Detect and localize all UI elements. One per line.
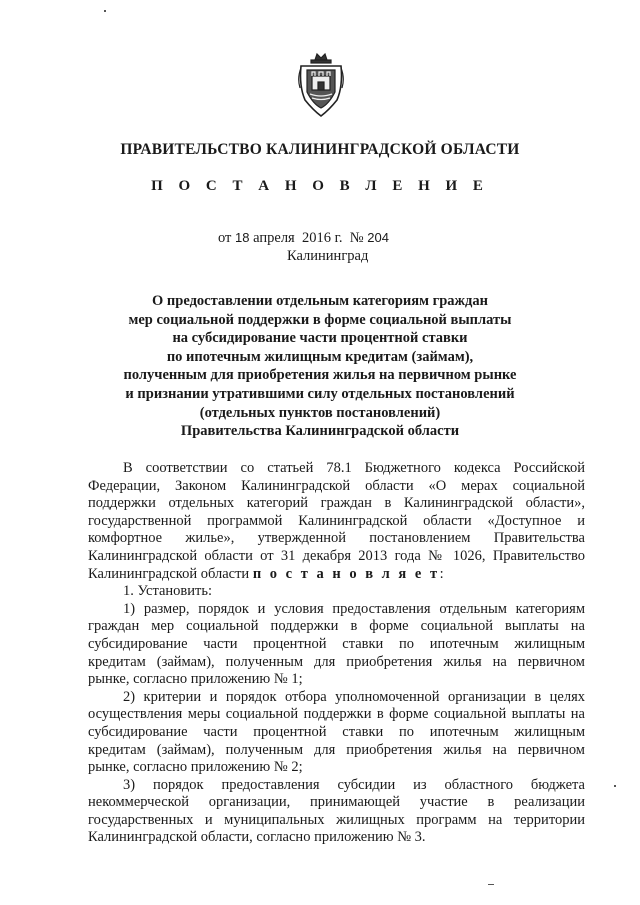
- body-line: комфортное жилье», утвержденной постановлением Правительства: [88, 530, 585, 547]
- sub-item-3-line: Калининградской области, согласно приложению № 3.: [88, 829, 426, 846]
- date-line: [218, 230, 389, 247]
- date-month: апреля: [253, 230, 295, 246]
- city: Калининград: [287, 248, 369, 264]
- body-line: В соответствии со статьей 78.1 Бюджетного кодекса Российской: [123, 460, 585, 476]
- date-prefix: от: [218, 230, 232, 246]
- sub-item-2-line: осуществления меры социальной поддержки в форме социальной выплаты на: [88, 706, 585, 723]
- body-line: государственной программой Калининградской области «Доступное и: [88, 512, 585, 529]
- title-line: полученным для приобретения жилья на первичном рынке: [123, 367, 517, 384]
- document-title: [0, 292, 640, 441]
- sub-item-2-line: 2) критерии и порядок отбора уполномоченной организации в целях: [123, 688, 585, 705]
- government-name: ПРАВИТЕЛЬСТВО КАЛИНИНГРАДСКОЙ ОБЛАСТИ: [120, 141, 520, 158]
- title-line: по ипотечным жилищным кредитам (займам),: [166, 348, 474, 365]
- item-1-heading: 1. Установить:: [123, 583, 213, 600]
- date-day: 18: [235, 230, 250, 245]
- decree-word: п о с т а н о в л я е т: [252, 565, 440, 582]
- sub-item-1-line: граждан мер социальной поддержки в форме социальной выплаты на: [88, 618, 585, 635]
- body-line: поддержки отдельных категорий граждан в Калининградской области»,: [88, 495, 585, 512]
- sub-item-1-line: рынке, согласно приложению № 1;: [88, 671, 303, 688]
- sub-item-3-line: государственных и муниципальных жилищных программ на территории: [88, 811, 585, 828]
- title-line: и признании утратившими силу отдельных постановлений: [125, 385, 515, 402]
- scan-speck: [488, 884, 494, 885]
- number-sign: №: [349, 230, 364, 246]
- decree-line: [88, 566, 585, 584]
- sub-item-3-line: 3) порядок предоставления субсидии из областного бюджета: [123, 776, 585, 793]
- date-year: 2016 г.: [301, 230, 343, 246]
- body-line: Федерации, Законом Калининградской области «О мерах социальной: [88, 477, 585, 494]
- sub-item-3-line: некоммерческой организации, принимающей участие в реализации: [88, 794, 585, 811]
- sub-item-2-line: рынке, согласно приложению № 2;: [88, 759, 303, 776]
- scan-speck: [614, 785, 616, 787]
- title-line: мер социальной поддержки в форме социальной выплаты: [128, 311, 512, 328]
- document-number: 204: [367, 230, 389, 245]
- document-body: [88, 460, 585, 847]
- body-line: Калининградской области от 31 декабря 2013 года № 1026, Правительство: [88, 547, 585, 564]
- sub-item-1-line: кредитам (займам), полученным для приобретения жилья на первичном: [88, 653, 585, 670]
- decree-prefix: Калининградской области: [88, 565, 250, 582]
- sub-item-1-line: 1) размер, порядок и условия предоставления отдельным категориям: [123, 600, 585, 617]
- decree-colon: :: [439, 565, 444, 582]
- title-line: Правительства Калининградской области: [180, 423, 460, 440]
- sub-item-2-line: субсидирование части процентной ставки по ипотечным жилищным: [88, 723, 585, 740]
- document-type: П О С Т А Н О В Л Е Н И Е: [151, 178, 489, 194]
- scan-speck: [104, 10, 106, 12]
- coat-of-arms-emblem: [297, 52, 345, 120]
- title-line: на субсидирование части процентной ставки: [172, 330, 468, 347]
- title-line: О предоставлении отдельным категориям граждан: [152, 293, 488, 309]
- sub-item-2-line: кредитам (займам), полученным для приобретения жилья на первичном: [88, 741, 585, 758]
- sub-item-1-line: субсидирование части процентной ставки по ипотечным жилищным: [88, 635, 585, 652]
- title-line: (отдельных пунктов постановлений): [199, 404, 441, 421]
